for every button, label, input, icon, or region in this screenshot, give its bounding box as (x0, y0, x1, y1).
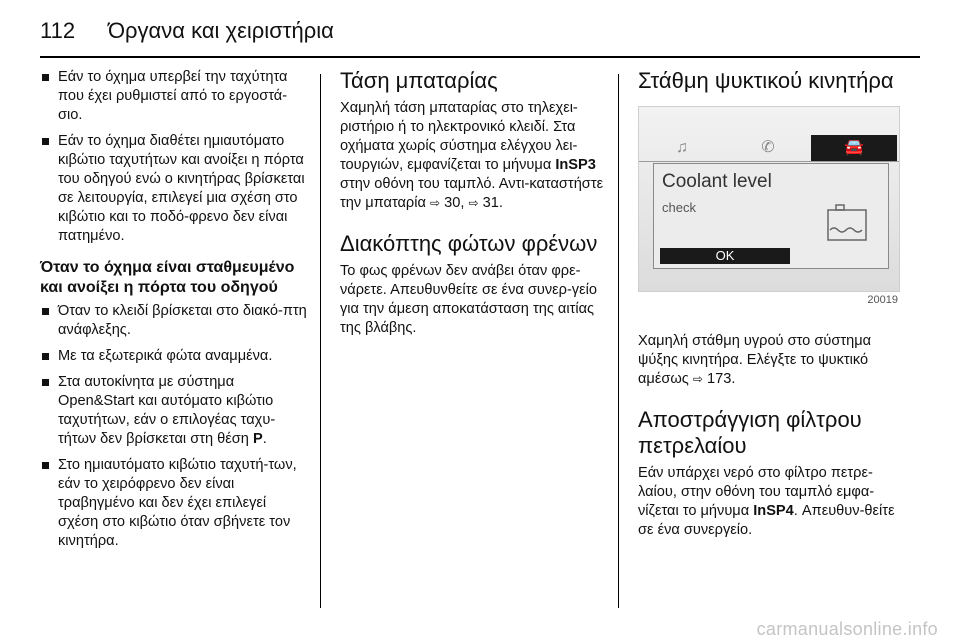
text: Εάν υπάρχει νερό στο φίλτρο πετρε-λαίου, στην οθόνη του ταμπλό εμφα-νίζεται το μήνυμα (638, 465, 875, 519)
page-ref-arrow-icon: ⇨ (468, 196, 479, 210)
screen-tab-bar (639, 135, 899, 162)
heading-battery-voltage: Τάση μπαταρίας (340, 68, 498, 93)
page-number: 112 (40, 18, 76, 43)
page-ref: 30, (444, 195, 465, 211)
page-ref: 173. (706, 371, 736, 387)
brake-paragraph: Το φως φρένων δεν ανάβει όταν φρε-νάρετε. Απευθυνθείτε σε ένα συνερ-γείο για την άμεση αποκατάσταση της αιτίας της βλάβης. (340, 263, 597, 336)
music-icon: ♫ (676, 139, 688, 156)
list-item-text: Στα αυτοκίνητα με σύστημα Open&Start και αυτόματο κιβώτιο ταχυτήτων, εάν ο επιλογέας ταχυ-τήτων δεν βρίσκεται στη θέση (58, 374, 276, 447)
battery-paragraph (340, 99, 608, 213)
list-item: Με τα εξωτερικά φώτα αναμμένα. (40, 347, 308, 366)
list-item (40, 373, 308, 449)
list-item: Όταν το κλειδί βρίσκεται στο διακό-πτη ανάφλεξης. (40, 302, 308, 340)
phone-icon: ✆ (761, 139, 775, 156)
diesel-filter-paragraph (638, 464, 910, 540)
page-ref-arrow-icon: ⇨ (429, 196, 441, 210)
text: στην οθόνη του ταμπλό. Αντι-καταστήστε την μπαταρία (340, 176, 604, 211)
column-1 (40, 68, 308, 558)
bullet-list-bottom (40, 302, 308, 551)
text: Χαμηλή στάθμη υγρού στο σύστημα ψύξης κινητήρα. Ελέγξτε το ψυκτικό αμέσως (638, 333, 872, 387)
figure-number: 20019 (867, 294, 898, 306)
page-ref-arrow-icon: ⇨ (692, 372, 703, 386)
dashboard-screen (638, 106, 900, 292)
ok-button: OK (660, 248, 790, 264)
message-subtitle: check (662, 200, 696, 215)
heading-coolant-level: Στάθμη ψυκτικού κινητήρα (638, 68, 894, 93)
message-title: Coolant level (662, 171, 772, 192)
coolant-paragraph (638, 332, 910, 389)
car-icon: 🚘 (811, 135, 897, 161)
message-code-insp3: InSP3 (555, 157, 596, 173)
header-rule (40, 56, 920, 58)
heading-brake-light-switch: Διακόπτης φώτων φρένων (340, 231, 598, 256)
message-code-insp4: InSP4 (753, 503, 794, 519)
page-ref: 31. (482, 195, 503, 211)
column-divider-1 (320, 74, 321, 608)
column-2 (340, 68, 608, 338)
period: . (262, 431, 267, 447)
coolant-reservoir-icon (822, 204, 872, 244)
heading-diesel-filter-drain: Αποστράγγιση φίλτρου πετρελαίου (638, 407, 862, 458)
warning-message-box (653, 163, 889, 269)
list-item: Εάν το όχημα διαθέτει ημιαυτόματο κιβώτιο ταχυτήτων και ανοίξει η πόρτα του οδηγού ενώ ο κινητήρας βρίσκεται σε λειτουργία, επιλεγεί μια σχέση στο κιβώτιο και το ποδό-φρενο δεν είναι πατημένο. (40, 132, 308, 246)
gear-position-p: P (252, 431, 263, 447)
coolant-display-figure (638, 106, 902, 318)
list-item: Στο ημιαυτόματο κιβώτιο ταχυτή-των, εάν το χειρόφρενο δεν είναι τραβηγμένο και δεν έχει επιλεγεί σχέση στο κιβώτιο όταν σβήνετε τον κινητήρα. (40, 456, 308, 551)
column-divider-2 (618, 74, 619, 608)
list-item: Εάν το όχημα υπερβεί την ταχύτητα που έχει ρυθμιστεί από το εργοστά-σιο. (40, 68, 308, 125)
text: . Απευθυν-θείτε σε ένα συνεργείο. (638, 503, 895, 538)
subheading-parked: Όταν το όχημα είναι σταθμευμένο και ανοίξει η πόρτα του οδηγού (40, 259, 295, 296)
column-3 (638, 68, 910, 540)
bullet-list-top (40, 68, 308, 246)
text: Χαμηλή τάση μπαταρίας στο τηλεχει-ριστήριο ή το ηλεκτρονικό κλειδί. Στα οχήματα χωρίς σύστημα ελέγχου λει-τουργιών, εμφανίζεται το μήνυμα (340, 100, 578, 173)
watermark: carmanualsonline.info (756, 619, 938, 639)
page-title: Όργανα και χειριστήρια (108, 18, 334, 43)
